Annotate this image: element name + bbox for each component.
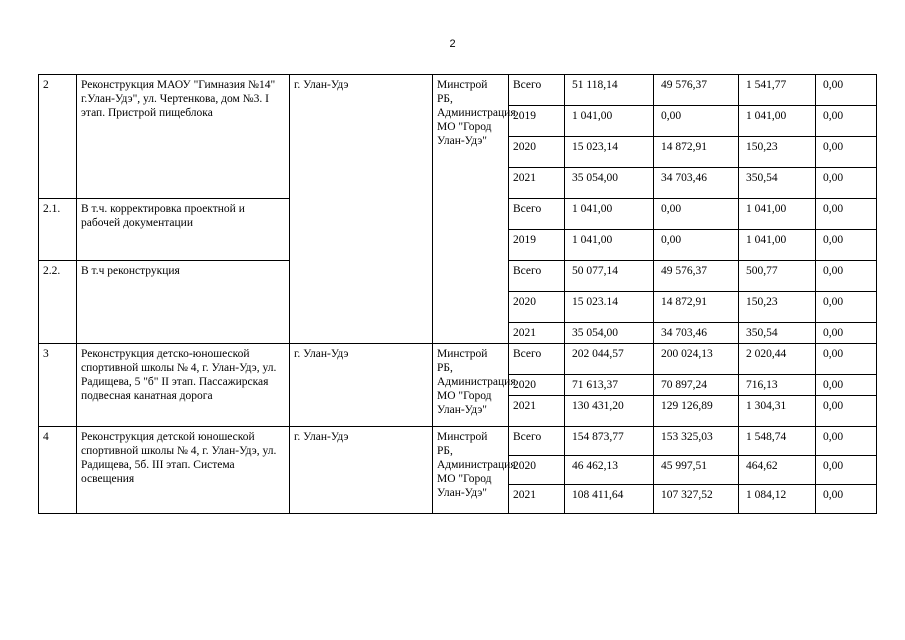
local-cell: 0,00 [816,199,877,230]
regional-cell: 350,54 [739,168,816,199]
total-cell: 130 431,20 [565,396,654,427]
local-cell: 0,00 [816,292,877,323]
project-name: В т.ч. корректировка проектной и рабочей документации [77,199,290,261]
project-city: г. Улан-Удэ [290,427,433,514]
federal-cell: 34 703,46 [654,323,739,344]
total-cell: 15 023.14 [565,292,654,323]
row-number: 2 [39,75,77,199]
regional-cell: 1 304,31 [739,396,816,427]
project-name: Реконструкция МАОУ "Гимназия №14" г.Улан-Удэ", ул. Чертенкова, дом №3. I этап. Пристрой пищеблока [77,75,290,199]
federal-cell: 70 897,24 [654,375,739,396]
local-cell: 0,00 [816,106,877,137]
regional-cell: 1 548,74 [739,427,816,456]
regional-cell: 350,54 [739,323,816,344]
local-cell: 0,00 [816,375,877,396]
period-cell: 2020 [509,456,565,485]
project-org: Минстрой РБ, Администрация МО "Город Улан-Удэ" [433,75,509,344]
regional-cell: 150,23 [739,292,816,323]
row-number: 2.1. [39,199,77,261]
local-cell: 0,00 [816,168,877,199]
regional-cell: 1 041,00 [739,106,816,137]
period-cell: Всего [509,427,565,456]
regional-cell: 464,62 [739,456,816,485]
total-cell: 108 411,64 [565,485,654,514]
row-number: 2.2. [39,261,77,344]
budget-table [38,74,877,514]
period-cell: 2019 [509,106,565,137]
period-cell: Всего [509,199,565,230]
federal-cell: 200 024,13 [654,344,739,375]
period-cell: 2021 [509,485,565,514]
project-name: Реконструкция детской юношеской спортивной школы № 4, г. Улан-Удэ, ул. Радищева, 5б. III этап. Система освещения [77,427,290,514]
total-cell: 50 077,14 [565,261,654,292]
local-cell: 0,00 [816,456,877,485]
period-cell: Всего [509,261,565,292]
total-cell: 1 041,00 [565,106,654,137]
project-org: Минстрой РБ, Администрация МО "Город Улан-Удэ" [433,427,509,514]
period-cell: 2021 [509,323,565,344]
federal-cell: 0,00 [654,106,739,137]
federal-cell: 153 325,03 [654,427,739,456]
total-cell: 1 041,00 [565,230,654,261]
total-cell: 46 462,13 [565,456,654,485]
federal-cell: 34 703,46 [654,168,739,199]
row-number: 3 [39,344,77,427]
regional-cell: 1 041,00 [739,230,816,261]
project-name: В т.ч реконструкция [77,261,290,344]
table-row [39,75,877,106]
local-cell: 0,00 [816,230,877,261]
regional-cell: 1 041,00 [739,199,816,230]
total-cell: 71 613,37 [565,375,654,396]
table-row [39,344,877,375]
project-city: г. Улан-Удэ [290,344,433,427]
period-cell: 2020 [509,137,565,168]
federal-cell: 0,00 [654,230,739,261]
total-cell: 35 054,00 [565,168,654,199]
table-row [39,427,877,456]
regional-cell: 2 020,44 [739,344,816,375]
total-cell: 35 054,00 [565,323,654,344]
regional-cell: 1 084,12 [739,485,816,514]
local-cell: 0,00 [816,323,877,344]
period-cell: 2019 [509,230,565,261]
project-org: Минстрой РБ, Администрация МО "Город Улан-Удэ" [433,344,509,427]
regional-cell: 150,23 [739,137,816,168]
local-cell: 0,00 [816,75,877,106]
federal-cell: 14 872,91 [654,292,739,323]
total-cell: 1 041,00 [565,199,654,230]
local-cell: 0,00 [816,396,877,427]
federal-cell: 49 576,37 [654,75,739,106]
row-number: 4 [39,427,77,514]
regional-cell: 1 541,77 [739,75,816,106]
federal-cell: 107 327,52 [654,485,739,514]
federal-cell: 129 126,89 [654,396,739,427]
period-cell: 2021 [509,168,565,199]
federal-cell: 49 576,37 [654,261,739,292]
page-number: 2 [449,38,456,50]
period-cell: 2020 [509,292,565,323]
local-cell: 0,00 [816,485,877,514]
total-cell: 202 044,57 [565,344,654,375]
federal-cell: 0,00 [654,199,739,230]
period-cell: 2021 [509,396,565,427]
local-cell: 0,00 [816,137,877,168]
total-cell: 154 873,77 [565,427,654,456]
local-cell: 0,00 [816,344,877,375]
total-cell: 51 118,14 [565,75,654,106]
regional-cell: 716,13 [739,375,816,396]
local-cell: 0,00 [816,427,877,456]
period-cell: Всего [509,75,565,106]
federal-cell: 45 997,51 [654,456,739,485]
project-name: Реконструкция детско-юношеской спортивной школы № 4, г. Улан-Удэ, ул. Радищева, 5 "б" II этап. Пассажирская подвесная канатная дорога [77,344,290,427]
period-cell: Всего [509,344,565,375]
project-city: г. Улан-Удэ [290,75,433,344]
federal-cell: 14 872,91 [654,137,739,168]
total-cell: 15 023,14 [565,137,654,168]
regional-cell: 500,77 [739,261,816,292]
local-cell: 0,00 [816,261,877,292]
period-cell: 2020 [509,375,565,396]
